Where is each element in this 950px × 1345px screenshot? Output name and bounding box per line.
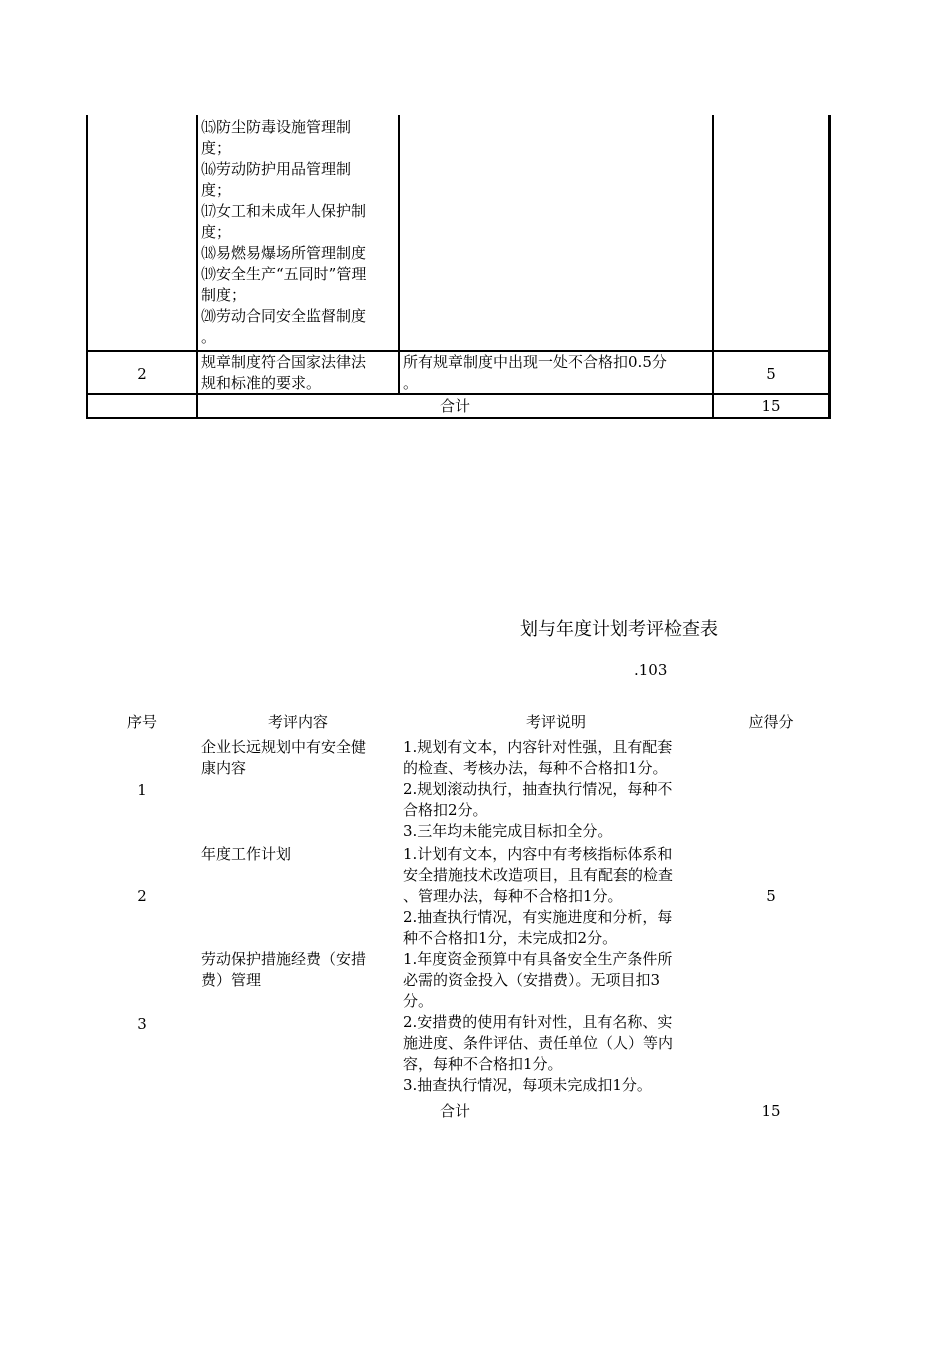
regulation-list-line: 度； (201, 181, 232, 199)
row-description-line: 施进度、条件评估、责任单位（人）等内 (403, 1034, 674, 1052)
row-description-line: 2.规划滚动执行，抽查执行情况，每种不 (403, 780, 673, 798)
row-content-line: 费）管理 (201, 971, 262, 989)
row-content (201, 352, 366, 394)
row-description (403, 844, 673, 949)
total-score: 15 (761, 397, 781, 415)
top-table-col1-border (196, 115, 198, 419)
regulation-list (201, 117, 366, 348)
row-content (201, 737, 366, 779)
regulation-list-line: ⒆安全生产“五同时”管理 (201, 265, 367, 283)
row-seq: 2 (137, 887, 147, 905)
total-label: 合计 (439, 397, 470, 415)
row-seq: 1 (137, 781, 147, 799)
row-description-line: 分。 (403, 992, 434, 1010)
row-description-line: 。 (403, 374, 419, 392)
row-seq: 3 (137, 1015, 147, 1033)
row-description (403, 737, 672, 842)
regulation-list-line: 度； (201, 223, 232, 241)
row-content-line: 劳动保护措施经费（安措 (201, 950, 367, 968)
regulation-list-line: 度； (201, 139, 232, 157)
header-description: 考评说明 (525, 713, 586, 731)
row-content-line: 企业长远规划中有安全健 (201, 738, 367, 756)
total-label: 合计 (440, 1102, 471, 1120)
header-content: 考评内容 (267, 713, 328, 731)
row-description-line: 安全措施技术改造项目，且有配套的检查 (403, 866, 674, 884)
regulation-list-line: ⒃劳动防护用品管理制 (201, 160, 352, 178)
header-score: 应得分 (748, 713, 794, 731)
regulation-list-line: 。 (201, 328, 217, 346)
row-description-line: 2.抽查执行情况，有实施进度和分析，每 (403, 908, 673, 926)
row-content (201, 949, 366, 991)
row-description-line: 1.计划有文本，内容中有考核指标体系和 (403, 845, 673, 863)
row-content-line: 年度工作计划 (201, 845, 292, 863)
row-description-line: 必需的资金投入（安措费）。无项目扣3 (403, 971, 661, 989)
total-score: 15 (761, 1102, 781, 1120)
regulation-list-line: ⒄女工和未成年人保护制 (201, 202, 367, 220)
page-title: 划与年度计划考评检查表 (520, 619, 718, 640)
header-seq: 序号 (126, 713, 157, 731)
row-description (403, 949, 673, 1096)
row-score: 5 (766, 365, 776, 383)
row-seq: 2 (137, 365, 147, 383)
row-description-line: 合格扣2分。 (403, 801, 488, 819)
regulation-list-line: 制度； (201, 286, 247, 304)
row-description (403, 352, 667, 394)
row-content-line: 规章制度符合国家法律法 (201, 353, 367, 371)
row-content (201, 844, 291, 865)
row-description-line: 3.抽查执行情况，每项未完成扣1分。 (403, 1076, 652, 1094)
top-table-bottom-border (86, 417, 831, 419)
row-content-line: 规和标准的要求。 (201, 374, 322, 392)
row-description-line: 容，每种不合格扣1分。 (403, 1055, 563, 1073)
row-description-line: 、管理办法，每种不合格扣1分。 (403, 887, 623, 905)
regulation-list-line: ⒂防尘防毒设施管理制 (201, 118, 352, 136)
page-subtitle: .103 (634, 661, 668, 679)
row-description-line: 种不合格扣1分，未完成扣2分。 (403, 929, 618, 947)
row-description-line: 3.三年均未能完成目标扣全分。 (403, 822, 613, 840)
regulation-list-line: ⒅易燃易爆场所管理制度 (201, 244, 367, 262)
row-content-line: 康内容 (201, 759, 247, 777)
row-score: 5 (766, 887, 776, 905)
row-description-line: 1.规划有文本，内容针对性强，且有配套 (403, 738, 673, 756)
regulation-list-line: ⒇劳动合同安全监督制度 (201, 307, 367, 325)
row-description-line: 2.安措费的使用有针对性，且有名称、实 (403, 1013, 673, 1031)
top-table-right-border (828, 115, 831, 419)
row-description-line: 所有规章制度中出现一处不合格扣0.5分 (403, 353, 667, 371)
row-description-line: 1.年度资金预算中有具备安全生产条件所 (403, 950, 673, 968)
top-table-col2-border (398, 115, 400, 395)
row-description-line: 的检查、考核办法，每种不合格扣1分。 (403, 759, 668, 777)
